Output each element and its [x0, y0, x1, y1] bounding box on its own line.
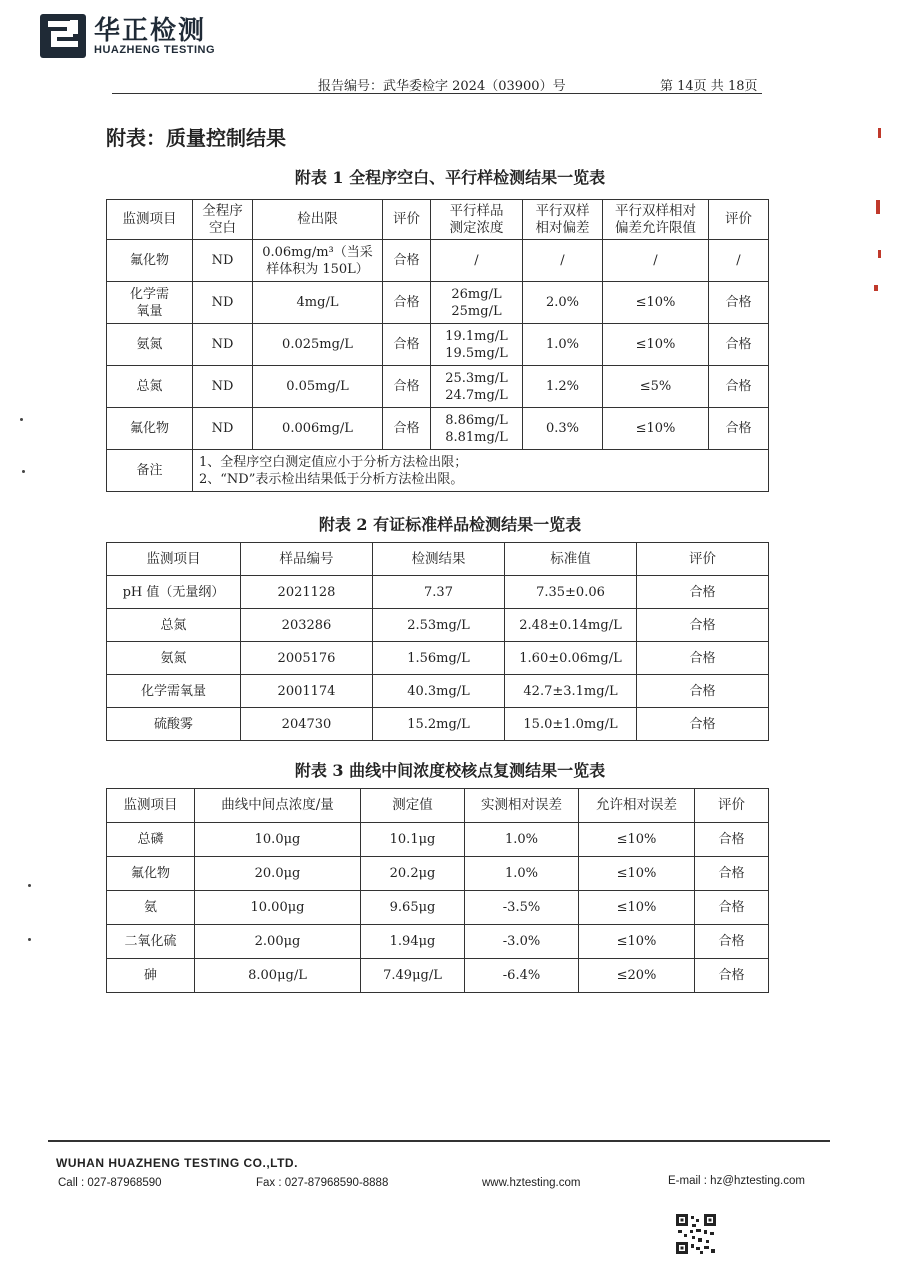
stamp-edge-mark	[878, 128, 881, 138]
cell-eval: 合格	[383, 240, 431, 282]
table1-note-row	[107, 450, 769, 492]
qr-code-icon	[676, 1214, 716, 1254]
table-cell: 化学需氧量	[107, 675, 241, 708]
table-cell: 40.3mg/L	[373, 675, 505, 708]
table-cell: 9.65μg	[361, 891, 465, 925]
brand-name-en: HUAZHENG TESTING	[94, 44, 216, 56]
cell-blank: ND	[193, 240, 253, 282]
table-cell: 10.1μg	[361, 823, 465, 857]
table-cell: 合格	[695, 823, 769, 857]
table-cell: ≤10%	[579, 891, 695, 925]
footer-company: WUHAN HUAZHENG TESTING CO.,LTD.	[56, 1156, 298, 1170]
cell-dev: 1.2%	[523, 366, 603, 408]
table-cell: 合格	[637, 675, 769, 708]
table-cell: 1.56mg/L	[373, 642, 505, 675]
table-cell: -3.0%	[465, 925, 579, 959]
table-cell: 1.0%	[465, 823, 579, 857]
table-row	[107, 324, 769, 366]
cell-eval: 合格	[383, 282, 431, 324]
table-cell: 氨	[107, 891, 195, 925]
footer-phone: Call : 027-87968590	[58, 1177, 162, 1189]
header-cell: 评价	[383, 200, 431, 240]
cell-allow: ≤5%	[603, 366, 709, 408]
table-cell: 204730	[241, 708, 373, 741]
footer-fax: Fax : 027-87968590-8888	[256, 1177, 389, 1189]
table-cell: 1.0%	[465, 857, 579, 891]
cell-item: 总氮	[107, 366, 193, 408]
table-cell: 合格	[637, 609, 769, 642]
table-row	[107, 282, 769, 324]
table-cell: 2001174	[241, 675, 373, 708]
stamp-edge-mark	[876, 200, 880, 214]
table-cell: 20.2μg	[361, 857, 465, 891]
header-cell: 评价	[637, 543, 769, 576]
header-cell: 平行样品 测定浓度	[431, 200, 523, 240]
cell-eval2: 合格	[709, 282, 769, 324]
cell-item: 化学需 氧量	[107, 282, 193, 324]
table-cell: 合格	[695, 857, 769, 891]
table-cell: -6.4%	[465, 959, 579, 993]
table-cell: 砷	[107, 959, 195, 993]
table-cell: 2021128	[241, 576, 373, 609]
table-cell: 2.48±0.14mg/L	[505, 609, 637, 642]
table-row	[107, 609, 769, 642]
cell-allow: ≤10%	[603, 282, 709, 324]
header-cell: 检出限	[253, 200, 383, 240]
cell-item: 氟化物	[107, 408, 193, 450]
cell-eval2: 合格	[709, 366, 769, 408]
table3	[106, 788, 769, 993]
table-cell: 合格	[637, 642, 769, 675]
cell-blank: ND	[193, 366, 253, 408]
header-cell: 评价	[695, 789, 769, 823]
table-cell: ≤20%	[579, 959, 695, 993]
report-number: 报告编号：武华委检字 2024（03900）号	[318, 79, 566, 94]
table-cell: 203286	[241, 609, 373, 642]
table-cell: 8.00μg/L	[195, 959, 361, 993]
cell-dev: 0.3%	[523, 408, 603, 450]
cell-conc: 26mg/L 25mg/L	[431, 282, 523, 324]
header-cell: 标准值	[505, 543, 637, 576]
scan-speck	[28, 938, 31, 941]
cell-limit: 0.006mg/L	[253, 408, 383, 450]
table-row	[107, 576, 769, 609]
header-cell: 检测结果	[373, 543, 505, 576]
cell-limit: 0.025mg/L	[253, 324, 383, 366]
cell-eval: 合格	[383, 324, 431, 366]
footer-divider	[48, 1140, 830, 1142]
table-cell: 2005176	[241, 642, 373, 675]
header-cell: 监测项目	[107, 789, 195, 823]
header-cell: 允许相对误差	[579, 789, 695, 823]
cell-conc: /	[431, 240, 523, 282]
cell-eval: 合格	[383, 408, 431, 450]
table-row	[107, 708, 769, 741]
table-row	[107, 642, 769, 675]
header-cell: 监测项目	[107, 200, 193, 240]
table-cell: 1.94μg	[361, 925, 465, 959]
cell-eval2: 合格	[709, 408, 769, 450]
table1-header-row	[107, 200, 769, 240]
table-row	[107, 823, 769, 857]
cell-limit: 0.06mg/m³（当采 样体积为 150L）	[253, 240, 383, 282]
table-cell: ≤10%	[579, 925, 695, 959]
table-row	[107, 366, 769, 408]
cell-eval2: 合格	[709, 324, 769, 366]
table-cell: 合格	[637, 708, 769, 741]
cell-blank: ND	[193, 282, 253, 324]
cell-item: 氨氮	[107, 324, 193, 366]
table-cell: 42.7±3.1mg/L	[505, 675, 637, 708]
table-cell: 氨氮	[107, 642, 241, 675]
cell-conc: 19.1mg/L 19.5mg/L	[431, 324, 523, 366]
section-title: 附表：质量控制结果	[106, 126, 286, 150]
table3-title: 附表 3 曲线中间浓度校核点复测结果一览表	[294, 761, 606, 780]
table-cell: 二氧化硫	[107, 925, 195, 959]
table-row	[107, 408, 769, 450]
table1-title: 附表 1 全程序空白、平行样检测结果一览表	[294, 168, 606, 187]
table-row	[107, 675, 769, 708]
cell-blank: ND	[193, 408, 253, 450]
footer-website: www.hztesting.com	[482, 1177, 581, 1189]
cell-blank: ND	[193, 324, 253, 366]
table-cell: 7.37	[373, 576, 505, 609]
table-cell: pH 值（无量纲）	[107, 576, 241, 609]
table-cell: -3.5%	[465, 891, 579, 925]
header-cell: 样品编号	[241, 543, 373, 576]
note-text: 1、全程序空白测定值应小于分析方法检出限； 2、“ND”表示检出结果低于分析方法检出限。	[193, 450, 769, 492]
table-cell: 总磷	[107, 823, 195, 857]
table-cell: 10.0μg	[195, 823, 361, 857]
table1	[106, 199, 769, 492]
cell-allow: /	[603, 240, 709, 282]
scan-speck	[22, 470, 25, 473]
table-cell: 2.53mg/L	[373, 609, 505, 642]
cell-eval2: /	[709, 240, 769, 282]
cell-conc: 25.3mg/L 24.7mg/L	[431, 366, 523, 408]
page-indicator: 第 14页 共 18页	[660, 79, 758, 94]
table-cell: 10.00μg	[195, 891, 361, 925]
header-cell: 曲线中间点浓度/量	[195, 789, 361, 823]
table-cell: 合格	[695, 959, 769, 993]
header-cell: 平行双样相对 偏差允许限值	[603, 200, 709, 240]
table2-title: 附表 2 有证标准样品检测结果一览表	[318, 515, 582, 534]
cell-allow: ≤10%	[603, 324, 709, 366]
table-cell: 合格	[637, 576, 769, 609]
table-cell: 合格	[695, 891, 769, 925]
header-cell: 平行双样 相对偏差	[523, 200, 603, 240]
table-cell: 7.49μg/L	[361, 959, 465, 993]
table-cell: ≤10%	[579, 857, 695, 891]
table-row	[107, 959, 769, 993]
table-row	[107, 240, 769, 282]
cell-dev: 2.0%	[523, 282, 603, 324]
brand-name-cn: 华正检测	[94, 16, 207, 46]
header-divider	[112, 93, 762, 94]
header-cell: 实测相对误差	[465, 789, 579, 823]
table2-header-row	[107, 543, 769, 576]
cell-eval: 合格	[383, 366, 431, 408]
table-cell: 15.2mg/L	[373, 708, 505, 741]
table-cell: 氟化物	[107, 857, 195, 891]
header-cell: 监测项目	[107, 543, 241, 576]
table-row	[107, 891, 769, 925]
cell-limit: 0.05mg/L	[253, 366, 383, 408]
header-cell: 全程序 空白	[193, 200, 253, 240]
company-logo-icon	[40, 14, 86, 58]
table-row	[107, 925, 769, 959]
table-cell: 2.00μg	[195, 925, 361, 959]
cell-dev: /	[523, 240, 603, 282]
header-cell: 测定值	[361, 789, 465, 823]
table-cell: 总氮	[107, 609, 241, 642]
table-cell: 硫酸雾	[107, 708, 241, 741]
header-cell: 评价	[709, 200, 769, 240]
cell-limit: 4mg/L	[253, 282, 383, 324]
cell-item: 氟化物	[107, 240, 193, 282]
stamp-edge-mark	[878, 250, 881, 258]
table2	[106, 542, 769, 741]
cell-allow: ≤10%	[603, 408, 709, 450]
table-cell: 20.0μg	[195, 857, 361, 891]
footer-email: E-mail : hz@hztesting.com	[668, 1175, 805, 1187]
table-row	[107, 857, 769, 891]
stamp-edge-mark	[874, 285, 878, 291]
scan-speck	[28, 884, 31, 887]
table-cell: 1.60±0.06mg/L	[505, 642, 637, 675]
table-cell: 15.0±1.0mg/L	[505, 708, 637, 741]
note-label: 备注	[107, 450, 193, 492]
table3-header-row	[107, 789, 769, 823]
table-cell: 7.35±0.06	[505, 576, 637, 609]
cell-dev: 1.0%	[523, 324, 603, 366]
cell-conc: 8.86mg/L 8.81mg/L	[431, 408, 523, 450]
table-cell: 合格	[695, 925, 769, 959]
scan-speck	[20, 418, 23, 421]
table-cell: ≤10%	[579, 823, 695, 857]
